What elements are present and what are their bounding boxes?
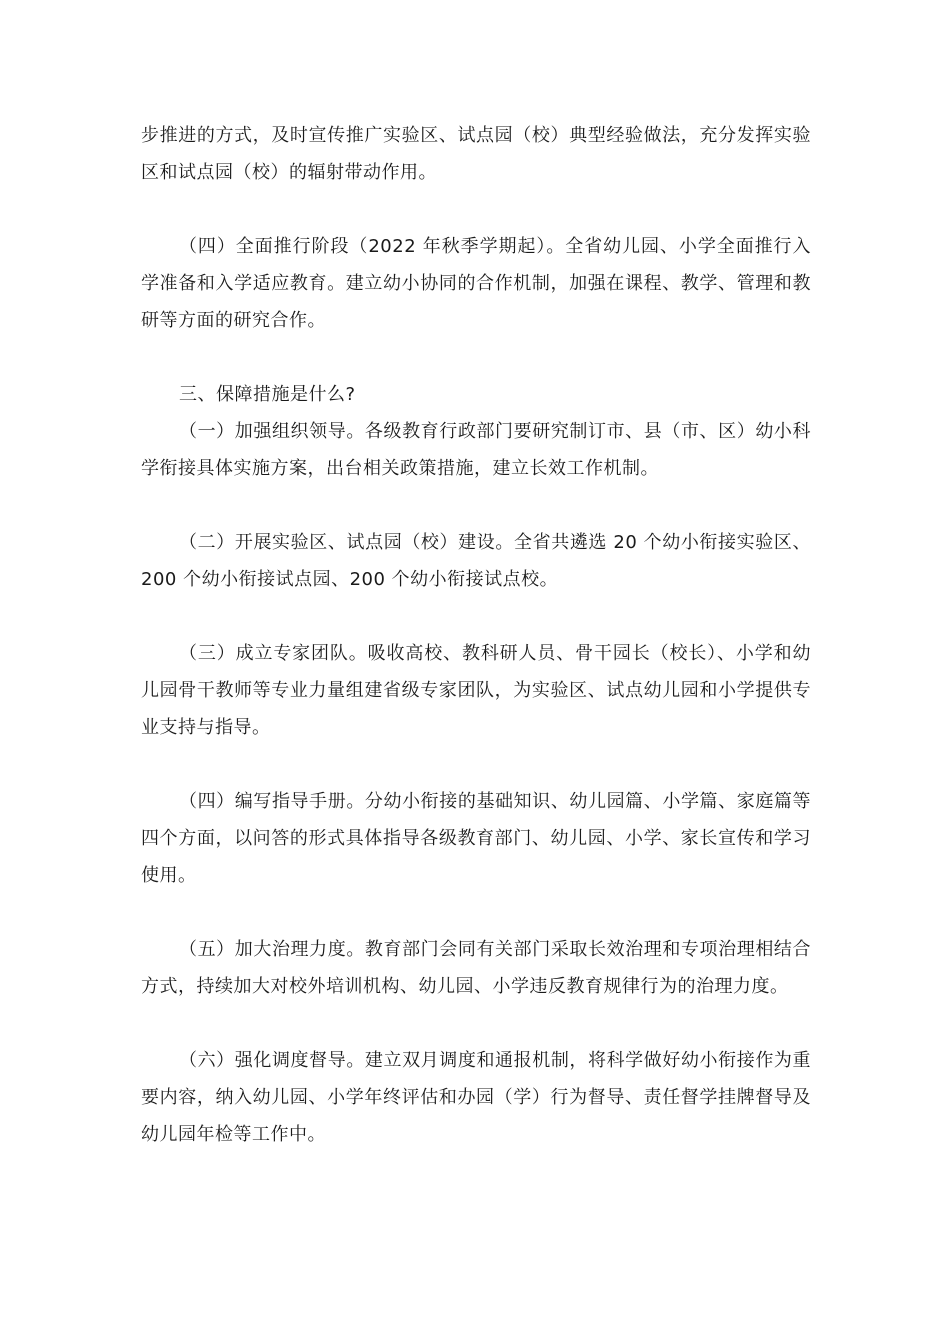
paragraph-guide-manual: （四）编写指导手册。分幼小衔接的基础知识、幼儿园篇、小学篇、家庭篇等四个方面，以问答的形式具体指导各级教育部门、幼儿园、小学、家长宣传和学习使用。 <box>141 791 811 886</box>
paragraph-gap <box>141 191 811 228</box>
paragraph-supervision: （六）强化调度督导。建立双月调度和通报机制，将科学做好幼小衔接作为重要内容，纳入幼儿园、小学年终评估和办园（学）行为督导、责任督学挂牌督导及幼儿园年检等工作中。 <box>141 1050 811 1145</box>
paragraph-gap <box>141 894 811 931</box>
section-heading-safeguards: 三、保障措施是什么? <box>179 384 356 405</box>
paragraph-gap <box>141 1005 811 1042</box>
paragraph-gap <box>141 746 811 783</box>
paragraph-gap <box>141 339 811 376</box>
paragraph-expert-team: （三）成立专家团队。吸收高校、教科研人员、骨干园长（校长）、小学和幼儿园骨干教师等专业力量组建省级专家团队，为实验区、试点幼儿园和小学提供专业支持与指导。 <box>141 643 811 738</box>
paragraph-organization-leadership: （一）加强组织领导。各级教育行政部门要研究制订市、县（市、区）幼小科学衔接具体实施方案，出台相关政策措施，建立长效工作机制。 <box>141 421 811 479</box>
paragraph-gap <box>141 598 811 635</box>
document-body <box>141 117 811 1153</box>
paragraph-full-implementation-stage: （四）全面推行阶段（2022 年秋季学期起）。全省幼儿园、小学全面推行入学准备和入学适应教育。建立幼小协同的合作机制，加强在课程、教学、管理和教研等方面的研究合作。 <box>141 236 811 331</box>
paragraph-continuation: 步推进的方式，及时宣传推广实验区、试点园（校）典型经验做法，充分发挥实验区和试点园（校）的辐射带动作用。 <box>141 125 811 183</box>
paragraph-gap <box>141 487 811 524</box>
paragraph-governance: （五）加大治理力度。教育部门会同有关部门采取长效治理和专项治理相结合方式，持续加大对校外培训机构、幼儿园、小学违反教育规律行为的治理力度。 <box>141 939 811 997</box>
paragraph-pilot-construction: （二）开展实验区、试点园（校）建设。全省共遴选 20 个幼小衔接实验区、200 个幼小衔接试点园、200 个幼小衔接试点校。 <box>141 532 811 590</box>
